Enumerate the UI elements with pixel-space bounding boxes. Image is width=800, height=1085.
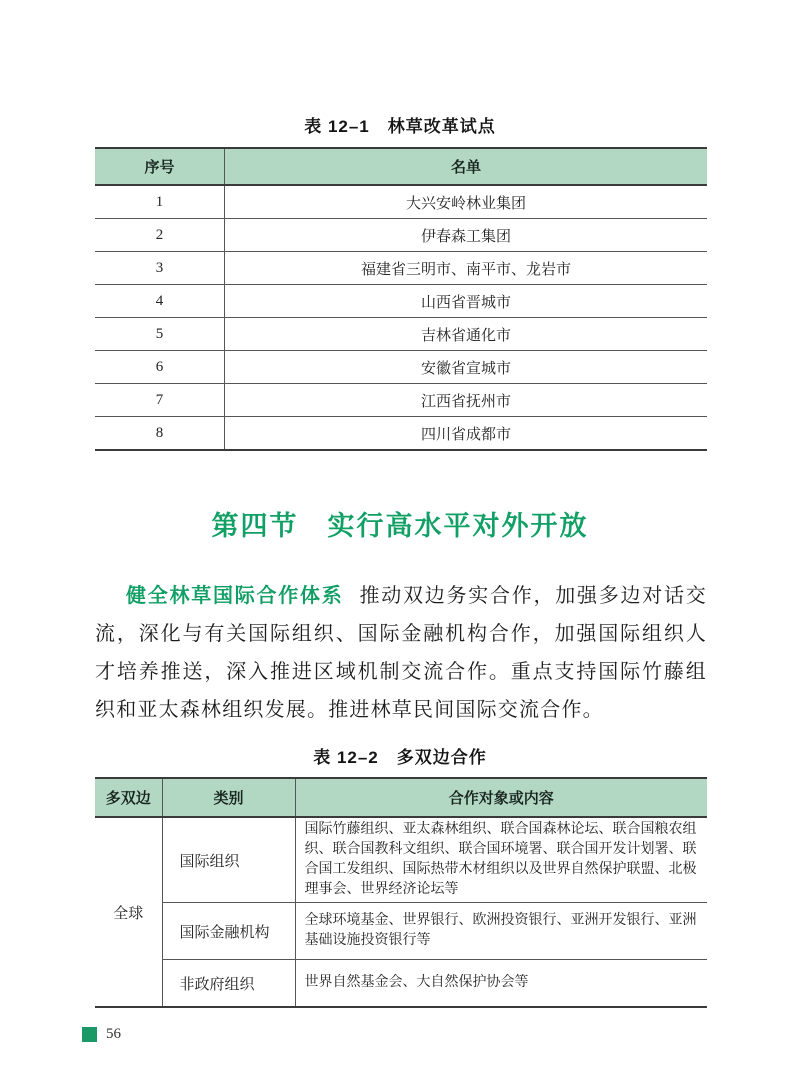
paragraph-text: 推动双边务实合作，加强多边对话交流，深化与有关国际组织、国际金融机构合作，加强国际组织人才培养推送，深入推进区域机制交流合作。重点支持国际竹藤组织和亚太森林组织发展。推进林草民间国际交流合作。: [95, 585, 708, 721]
table1-title: 表 12–1 林草改革试点: [304, 117, 496, 136]
row-index: 6: [95, 351, 225, 384]
content-cell: 全球环境基金、世界银行、欧洲投资银行、亚洲开发银行、亚洲基础设施投资银行等: [295, 903, 707, 960]
table-row: [95, 185, 707, 219]
content-cell: 国际竹藤组织、亚太森林组织、联合国森林论坛、联合国粮农组织、联合国教科文组织、联合国环境署、联合国开发计划署、联合国工发组织、国际热带木材组织以及世界自然保护联盟、北极理事会、世界经济论坛等: [295, 817, 707, 903]
content-cell: 世界自然基金会、大自然保护协会等: [304, 975, 529, 990]
table2-header-row: [95, 778, 707, 817]
table-row: [95, 817, 707, 903]
table1-header-index: 序号: [95, 148, 225, 185]
body-paragraph: [95, 577, 707, 729]
row-name: 伊春森工集团: [225, 219, 708, 252]
page-number: 56: [106, 1026, 121, 1042]
page-footer: [82, 1026, 121, 1043]
table-row: [95, 384, 707, 417]
footer-marker-square: [82, 1027, 97, 1042]
row-index: 1: [95, 185, 225, 219]
row-index: 5: [95, 318, 225, 351]
table-row: [95, 318, 707, 351]
row-name: 大兴安岭林业集团: [225, 185, 708, 219]
table-row: [95, 351, 707, 384]
section-heading: 第四节 实行高水平对外开放: [211, 511, 589, 541]
table1-reform-pilots: [95, 147, 707, 451]
table-row: [95, 417, 707, 451]
table-row: [95, 252, 707, 285]
row-name: 四川省成都市: [420, 426, 511, 443]
row-index: 7: [95, 384, 225, 417]
table2-header-category: 类别: [162, 778, 295, 817]
table-row: [95, 903, 707, 960]
row-name: 福建省三明市、南平市、龙岩市: [225, 252, 708, 285]
row-name: 山西省晋城市: [225, 285, 708, 318]
row-name: 江西省抚州市: [225, 384, 708, 417]
category-cell: 非政府组织: [162, 960, 295, 1008]
table2-multilateral-cooperation: [95, 777, 707, 1008]
category-cell: 国际组织: [162, 817, 295, 903]
row-index: 8: [95, 417, 225, 451]
table2-header-scope: 多双边: [95, 778, 162, 817]
scope-cell: 全球: [95, 817, 162, 1007]
table-row: [95, 219, 707, 252]
table1-header-name: 名单: [225, 148, 708, 185]
table-row: [95, 285, 707, 318]
paragraph-lead: 健全林草国际合作体系: [126, 585, 344, 607]
row-index: 3: [95, 252, 225, 285]
row-index: 4: [95, 285, 225, 318]
table2-title: 表 12–2 多双边合作: [313, 748, 487, 767]
row-name: 安徽省宣城市: [225, 351, 708, 384]
category-cell: 国际金融机构: [162, 903, 295, 960]
row-index: 2: [95, 219, 225, 252]
row-name: 吉林省通化市: [225, 318, 708, 351]
table-row: [95, 960, 707, 1008]
table2-header-content: 合作对象或内容: [295, 778, 707, 817]
table1-header-row: [95, 148, 707, 185]
